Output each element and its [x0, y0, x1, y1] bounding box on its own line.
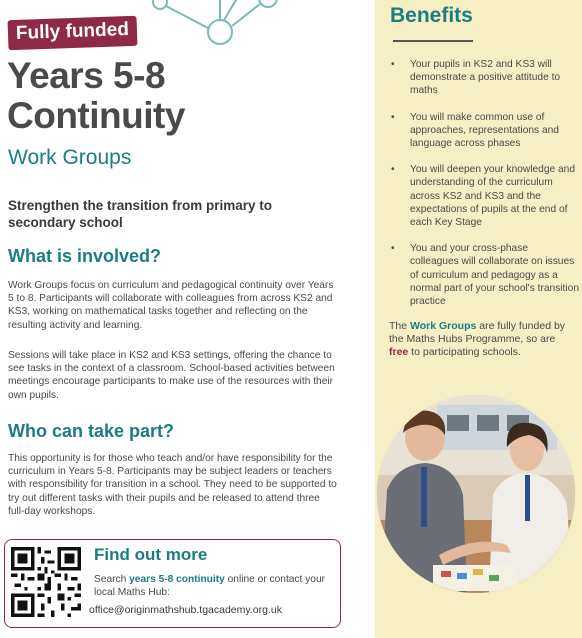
- find-out-more-box: [4, 539, 341, 628]
- funding-note-pre: The: [389, 320, 411, 332]
- who-heading: Who can take part?: [8, 421, 175, 441]
- title-line-1: Years 5-8: [7, 55, 166, 96]
- contact-email-link[interactable]: office@originmathshub.tgacademy.org.uk: [89, 604, 282, 616]
- benefit-item: • You will deepen your knowledge and understanding of the curriculum across KS2 and KS3 and the expectations of pupils at the end of each Key Stage: [389, 163, 579, 229]
- benefits-list: [389, 58, 579, 321]
- funding-note-mid: are fully funded by the Maths Hubs Programme, so are: [389, 320, 566, 346]
- title-line-2: Continuity: [7, 95, 185, 136]
- network-graphic-icon: [150, 0, 290, 50]
- funding-note-post: to participating schools.: [408, 346, 521, 359]
- page-title: [7, 56, 185, 136]
- lead-text: Strengthen the transition from primary to secondary school: [8, 198, 273, 230]
- benefit-item: • Your pupils in KS2 and KS3 will demonstrate a positive attitude to maths: [389, 58, 579, 98]
- find-text-post: online or contact your local Maths Hub:: [94, 574, 326, 598]
- find-text-pre: Search: [94, 574, 130, 585]
- find-search-term: years 5-8 continuity: [129, 574, 225, 585]
- benefits-heading: Benefits: [390, 4, 473, 27]
- benefits-divider: [393, 40, 473, 42]
- funding-note: [389, 320, 577, 360]
- benefit-item: • You will make common use of approaches, representations and language across phases: [389, 111, 579, 151]
- funding-note-free: free: [389, 346, 409, 359]
- benefit-item: • You and your cross-phase colleagues will collaborate on issues of curriculum and pedagogy as a normal part of your school's transition practice: [389, 242, 579, 308]
- involved-paragraph-1: Work Groups focus on curriculum and pedagogical continuity over Years 5 to 8. Participants will collaborate with colleagues from across KS2 and KS3, working on mathematical tasks together and reflecting on the resulting activity and learning.: [8, 280, 334, 331]
- teachers-photo: [377, 395, 575, 593]
- involved-paragraph-2: Sessions will take place in KS2 and KS3 settings, offering the chance to see tasks in the context of a classroom. School-based activities between meetings encourage participants to make use of the resources with their own pupils.: [8, 350, 335, 401]
- page-subtitle: Work Groups: [8, 146, 132, 169]
- qr-code-icon[interactable]: [11, 547, 81, 617]
- find-out-more-heading: Find out more: [94, 545, 208, 564]
- find-out-more-text: [94, 573, 339, 599]
- who-paragraph: This opportunity is for those who teach and/or have responsibility for the curriculum in Years 5-8. Participants may be subject leaders or teachers with responsibility for transition in a school. They need to be supported to try out different tasks with their pupils and be released to attend three full-day workshops.: [8, 453, 337, 517]
- fully-funded-badge: Fully funded: [8, 16, 138, 50]
- funding-note-work-groups: Work Groups: [410, 320, 477, 332]
- involved-heading: What is involved?: [8, 246, 162, 266]
